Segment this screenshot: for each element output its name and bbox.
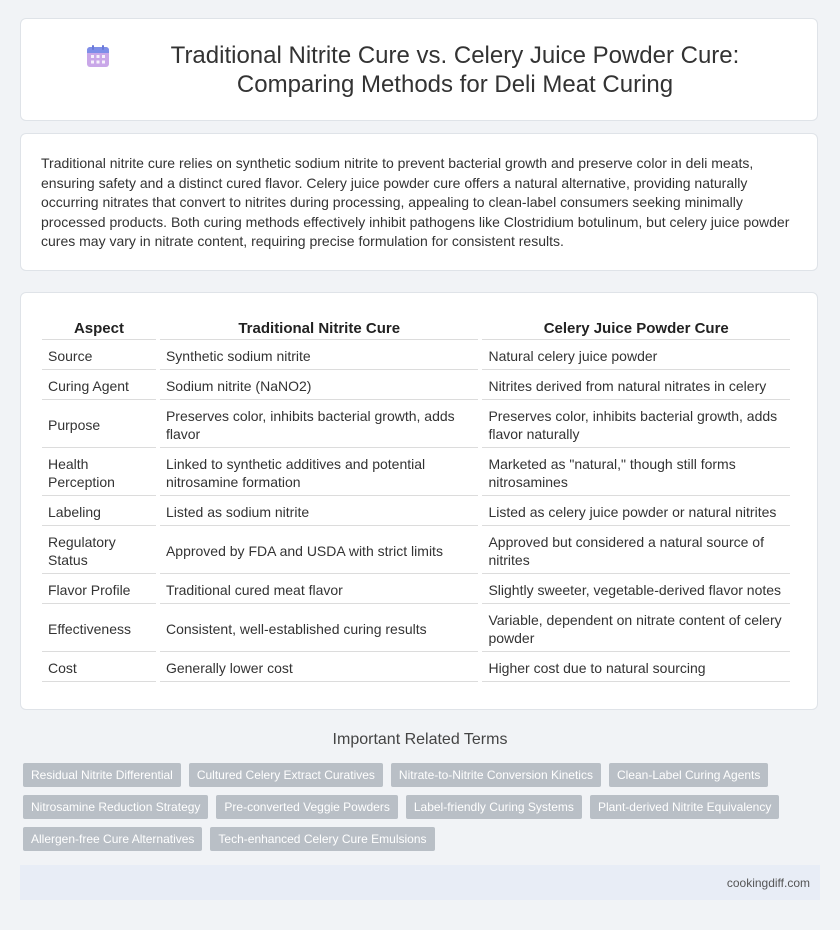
row-aspect: Curing Agent	[42, 372, 156, 400]
table-row	[42, 498, 790, 526]
table-row	[42, 372, 790, 400]
header-traditional: Traditional Nitrite Cure	[160, 317, 479, 340]
row-aspect: Flavor Profile	[42, 576, 156, 604]
row-celery: Preserves color, inhibits bacterial growth, adds flavor naturally	[482, 402, 790, 448]
related-terms-list	[23, 763, 813, 851]
row-celery: Slightly sweeter, vegetable-derived flavor notes	[482, 576, 790, 604]
row-aspect: Labeling	[42, 498, 156, 526]
related-terms-heading: Important Related Terms	[332, 731, 508, 748]
row-aspect: Regulatory Status	[42, 528, 156, 574]
row-celery: Listed as celery juice powder or natural nitrites	[482, 498, 790, 526]
calendar-icon	[85, 43, 111, 69]
row-traditional: Traditional cured meat flavor	[160, 576, 479, 604]
comparison-card	[20, 292, 818, 710]
comparison-table	[38, 315, 794, 684]
intro-paragraph: Traditional nitrite cure relies on synthetic sodium nitrite to prevent bacterial growth and preserve color in deli meats, ensuring safety and a distinct cured flavor. Celery juice powder cure offers a natural alternative, providing naturally occurring nitrates that convert to nitrites during processing, appealing to clean-label consumers seeking minimally processed products. Both curing methods effectively inhibit pathogens like Clostridium botulinum, but celery juice powder cures may vary in nitrate content, requiring precise formulation for consistent results.	[41, 155, 790, 249]
row-celery: Nitrites derived from natural nitrates in celery	[482, 372, 790, 400]
intro-card	[20, 133, 818, 271]
table-row	[42, 528, 790, 574]
table-header-row	[42, 317, 790, 340]
related-term-tag[interactable]: Nitrosamine Reduction Strategy	[23, 795, 208, 819]
related-term-tag[interactable]: Nitrate-to-Nitrite Conversion Kinetics	[391, 763, 601, 787]
table-row	[42, 576, 790, 604]
related-term-tag[interactable]: Label-friendly Curing Systems	[406, 795, 582, 819]
row-traditional: Generally lower cost	[160, 654, 479, 682]
row-aspect: Health Perception	[42, 450, 156, 496]
row-celery: Higher cost due to natural sourcing	[482, 654, 790, 682]
row-aspect: Cost	[42, 654, 156, 682]
table-row	[42, 606, 790, 652]
row-aspect: Source	[42, 342, 156, 370]
row-aspect: Purpose	[42, 402, 156, 448]
related-term-tag[interactable]: Clean-Label Curing Agents	[609, 763, 768, 787]
related-term-tag[interactable]: Tech-enhanced Celery Cure Emulsions	[210, 827, 434, 851]
header-celery: Celery Juice Powder Cure	[482, 317, 790, 340]
row-traditional: Consistent, well-established curing results	[160, 606, 479, 652]
header-aspect: Aspect	[42, 317, 156, 340]
row-aspect: Effectiveness	[42, 606, 156, 652]
table-row	[42, 654, 790, 682]
row-traditional: Preserves color, inhibits bacterial growth, adds flavor	[160, 402, 479, 448]
row-celery: Natural celery juice powder	[482, 342, 790, 370]
row-traditional: Listed as sodium nitrite	[160, 498, 479, 526]
related-term-tag[interactable]: Allergen-free Cure Alternatives	[23, 827, 202, 851]
row-celery: Variable, dependent on nitrate content of celery powder	[482, 606, 790, 652]
related-term-tag[interactable]: Pre-converted Veggie Powders	[216, 795, 397, 819]
title-wrap	[49, 41, 789, 99]
related-term-tag[interactable]: Cultured Celery Extract Curatives	[189, 763, 383, 787]
related-term-tag[interactable]: Residual Nitrite Differential	[23, 763, 181, 787]
footer	[20, 865, 820, 900]
title-card	[20, 18, 818, 121]
row-traditional: Linked to synthetic additives and potential nitrosamine formation	[160, 450, 479, 496]
page-title: Traditional Nitrite Cure vs. Celery Juice Powder Cure: Comparing Methods for Deli Meat Curing	[170, 41, 740, 98]
row-traditional: Synthetic sodium nitrite	[160, 342, 479, 370]
row-traditional: Approved by FDA and USDA with strict limits	[160, 528, 479, 574]
table-row	[42, 342, 790, 370]
table-row	[42, 402, 790, 448]
row-celery: Marketed as "natural," though still forms nitrosamines	[482, 450, 790, 496]
table-row	[42, 450, 790, 496]
footer-site-link[interactable]: cookingdiff.com	[726, 875, 810, 890]
related-term-tag[interactable]: Plant-derived Nitrite Equivalency	[590, 795, 779, 819]
row-traditional: Sodium nitrite (NaNO2)	[160, 372, 479, 400]
row-celery: Approved but considered a natural source of nitrites	[482, 528, 790, 574]
